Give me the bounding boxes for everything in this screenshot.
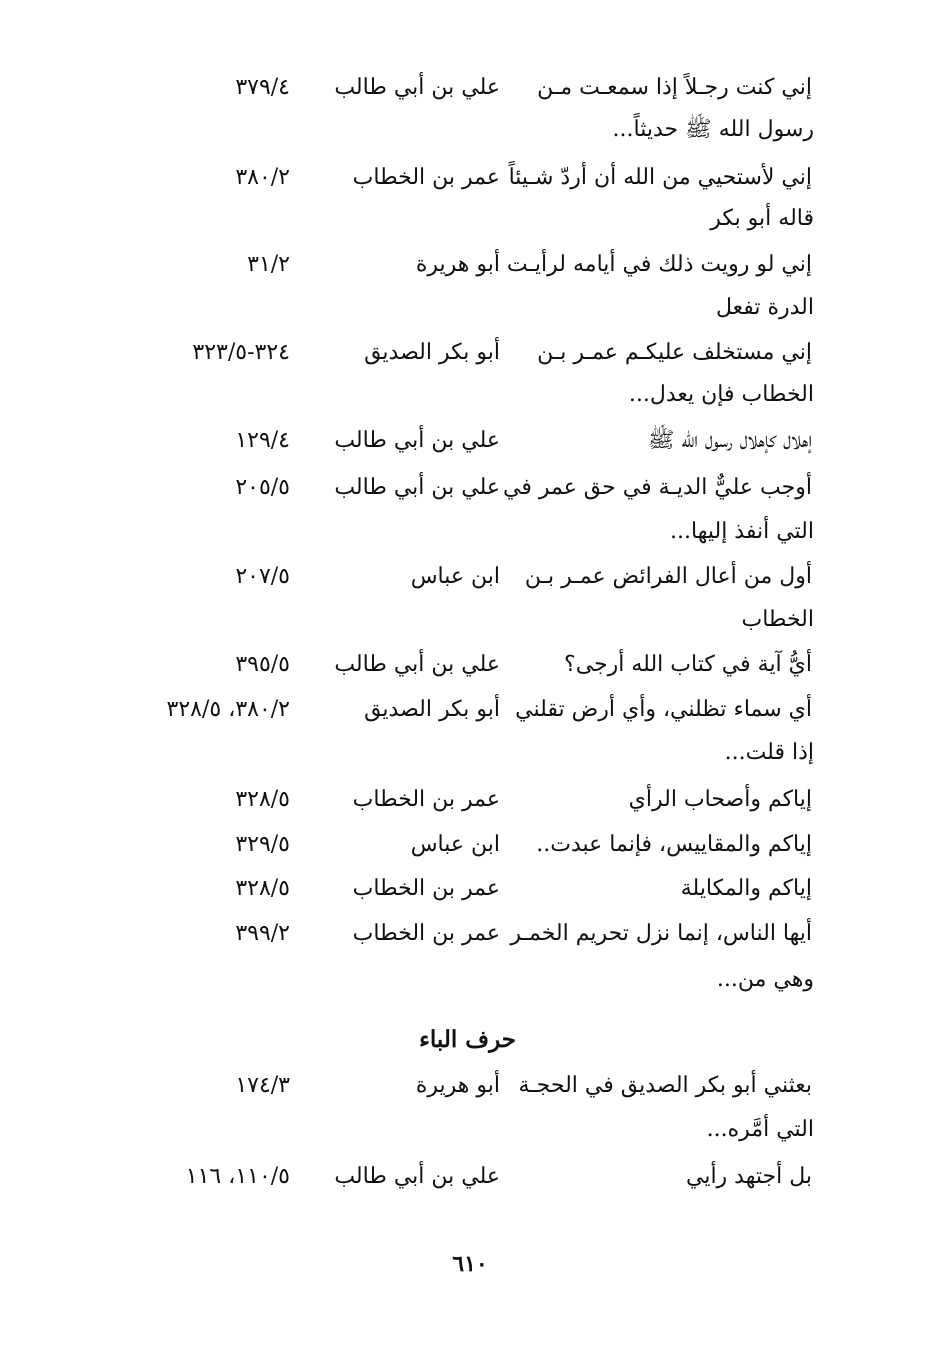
index-entry-continuation [0,960,940,1000]
entry-reference: ٢٠٥/٥ [235,475,290,500]
entry-reference: ٣١/٢ [247,252,290,277]
entry-reference: ١١٠/٥، ١١٦ [185,1164,290,1189]
entry-text: إني لأستحيي من الله أن أردّ شـيئاً [508,165,812,190]
entry-reference: ٣٢٩/٥ [235,832,290,857]
index-entry [0,1066,940,1106]
entry-text: الدرة تفعل [715,295,814,320]
entry-narrator: علي بن أبي طالب [334,75,500,100]
index-entry-continuation [0,1110,940,1150]
entry-text: أي سماء تظلني، وأي أرض تقلني [515,697,812,722]
entry-text: بعثني أبو بكر الصديق في الحجـة [518,1073,812,1098]
entry-narrator: علي بن أبي طالب [334,652,500,677]
page-number: ٦١٠ [452,1251,488,1277]
entry-reference: ٣٢٤-٣٢٣/٥ [192,340,290,365]
entry-narrator: علي بن أبي طالب [334,428,500,453]
index-entry-continuation [0,512,940,552]
entry-text: أيُّ آية في كتاب الله أرجى؟ [564,652,812,677]
entry-narrator: علي بن أبي طالب [334,475,500,500]
entry-narrator: أبو هريرة [415,252,500,277]
entry-text: إني لو رويت ذلك في أيامه لرأيـت [506,252,812,277]
entry-reference: ٣٩٥/٥ [235,652,290,677]
entry-text: بل أجتهد رأيي [685,1164,812,1189]
index-entry [0,914,940,954]
index-entry [0,158,940,198]
entry-narrator: أبو هريرة [415,1073,500,1098]
entry-text: وهي من... [716,967,814,992]
entry-text: الخطاب [741,607,814,632]
entry-reference: ٣٢٨/٥ [235,787,290,812]
index-entry-continuation [0,288,940,328]
index-entry-continuation [0,110,940,150]
entry-narrator: أبو بكر الصديق [364,697,500,722]
entry-narrator: أبو بكر الصديق [364,340,500,365]
entry-text: قاله أبو بكر [710,206,814,231]
entry-text: إياكم والمكايلة [680,876,812,901]
entry-narrator: عمر بن الخطاب [352,921,500,946]
index-entry [0,557,940,597]
index-entry [0,825,940,865]
entry-text: إياكم والمقاييس، فإنما عبدت.. [536,832,812,857]
entry-reference: ١٧٤/٣ [235,1073,290,1098]
entry-reference: ١٢٩/٤ [235,428,290,453]
entry-narrator: ابن عباس [410,832,500,857]
entry-narrator: عمر بن الخطاب [352,876,500,901]
index-entry-continuation [0,733,940,773]
index-entry [0,421,940,461]
index-entry-continuation [0,600,940,640]
index-entry [0,68,940,108]
index-entry [0,690,940,730]
index-entry [0,869,940,909]
index-entry [0,645,940,685]
entry-text: التي أنفذ إليها... [670,519,814,544]
entry-text: التي أمَّره... [706,1117,814,1142]
entry-reference: ٣٧٩/٤ [235,75,290,100]
index-entry-continuation [0,199,940,239]
entry-text: أيها الناس، إنما نزل تحريم الخمـر [510,921,812,946]
index-entry-continuation [0,375,940,415]
entry-reference: ٢٠٧/٥ [235,564,290,589]
entry-text: إهلال كإهلال رسول الله ﷺ [647,428,812,453]
index-entry [0,333,940,373]
entry-reference: ٣٢٨/٥ [235,876,290,901]
entry-text: رسول الله ﷺ حديثاً... [612,117,814,142]
entry-narrator: علي بن أبي طالب [334,1164,500,1189]
entry-narrator: ابن عباس [410,564,500,589]
entry-narrator: عمر بن الخطاب [352,787,500,812]
entry-reference: ٣٨٠/٢ [235,165,290,190]
entry-narrator: عمر بن الخطاب [352,165,500,190]
section-heading: حرف الباء [419,1026,516,1053]
index-entry [0,1157,940,1197]
entry-reference: ٣٨٠/٢، ٣٢٨/٥ [166,697,290,722]
entry-text: إذا قلت... [724,740,814,765]
entry-reference: ٣٩٩/٢ [235,921,290,946]
entry-text: أول من أعال الفرائض عمـر بـن [524,564,812,589]
entry-text: إني مستخلف عليكـم عمـر بـن [537,340,812,365]
entry-text: إياكم وأصحاب الرأي [628,787,812,812]
index-entry [0,780,940,820]
entry-text: أوجب عليٌّ الديـة في حق عمر في [502,475,812,500]
entry-text: الخطاب فإن يعدل... [628,382,814,407]
entry-text: إني كنت رجـلاً إذا سمعـت مـن [537,75,812,100]
index-entry [0,245,940,285]
index-entry [0,468,940,508]
